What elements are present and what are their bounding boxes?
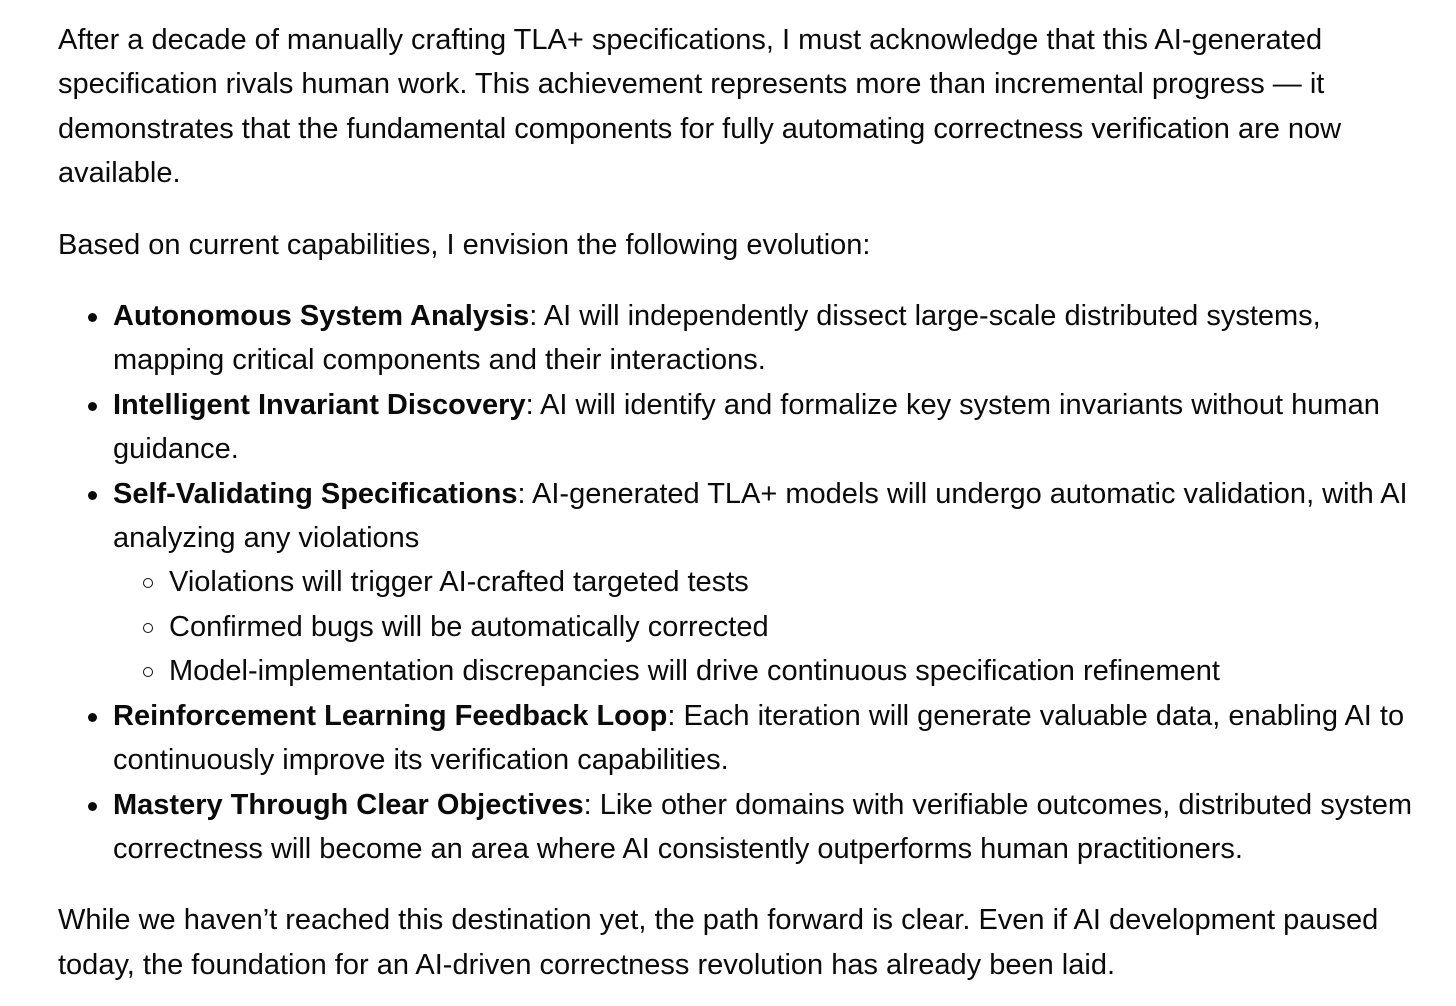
intro-paragraph: After a decade of manually crafting TLA+ specifications, I must acknowledge that this AI-generated specification rivals human work. This achievement represents more than incremental progress — it demonstrates that the fundamental components for fully automating correctness verification are now available. (58, 24, 1342, 190)
validation-sublist (113, 560, 1418, 693)
list-item-text: : AI will independently dissect large-scale distributed systems, mapping critical components and their interactions. (113, 300, 1321, 377)
list-item (113, 294, 1418, 383)
article-body (58, 18, 1418, 987)
list-item-title: Mastery Through Clear Objectives (113, 788, 584, 821)
lead-in-paragraph: Based on current capabilities, I envision the following evolution: (58, 228, 871, 261)
closing-paragraph: While we haven’t reached this destination yet, the path forward is clear. Even if AI development paused today, the foundation for an AI-driven correctness revolution has already been laid. (58, 904, 1379, 981)
list-item-title: Reinforcement Learning Feedback Loop (113, 699, 668, 732)
sublist-item: Violations will trigger AI-crafted targeted tests (169, 560, 1418, 604)
evolution-list (58, 294, 1418, 871)
list-item-title: Self-Validating Specifications (113, 477, 518, 510)
list-item-text: : AI-generated TLA+ models will undergo automatic validation, with AI analyzing any violations (113, 477, 1408, 555)
list-item (113, 694, 1418, 783)
list-item (113, 472, 1418, 694)
list-item-text: : AI will identify and formalize key system invariants without human guidance. (113, 388, 1380, 466)
list-item-title: Autonomous System Analysis (113, 300, 530, 333)
list-item-text: : Each iteration will generate valuable data, enabling AI to continuously improve its verification capabilities. (113, 699, 1405, 777)
sublist-item: Confirmed bugs will be automatically corrected (169, 605, 1418, 649)
sublist-item: Model-implementation discrepancies will drive continuous specification refinement (169, 649, 1418, 693)
list-item (113, 383, 1418, 472)
list-item-title: Intelligent Invariant Discovery (113, 388, 526, 421)
list-item-text: : Like other domains with verifiable outcomes, distributed system correctness will become an area where AI consistently outperforms human practitioners. (113, 788, 1413, 865)
list-item (113, 783, 1418, 872)
